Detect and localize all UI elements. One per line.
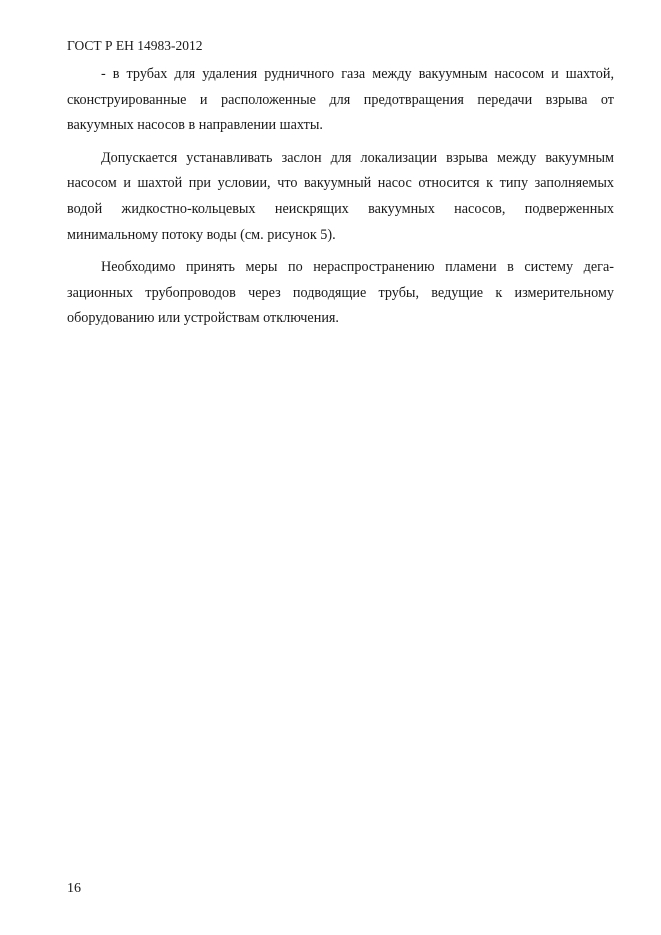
standard-designation: ГОСТ Р ЕН 14983-2012 xyxy=(67,38,203,53)
paragraph-barrier-permission: Допускается устанавливать заслон для локализации взрыва между вакуумным насосом и шахтой при условии, что вакуумный насос относится к типу заполняемых водой жидкостно-кольцевых неискрящих вакуумных насосов, подверженных минимальному потоку воды (см. рисунок 5). xyxy=(67,149,614,243)
paragraph-flame-measures: Необходимо принять меры по нераспространению пламени в систему дегазационных трубопроводов через подводящие трубы, ведущие к измерительному оборудованию или устройствам отключения. xyxy=(67,259,614,327)
paragraph-list-item-pipes: - в трубах для удаления рудничного газа между вакуумным насосом и шахтой, сконструированные и расположенные для предотвращения передачи взрыва от вакуумных насосов в направлении шахты. xyxy=(67,66,614,134)
page-number: 16 xyxy=(67,881,81,896)
body-text xyxy=(67,62,614,332)
